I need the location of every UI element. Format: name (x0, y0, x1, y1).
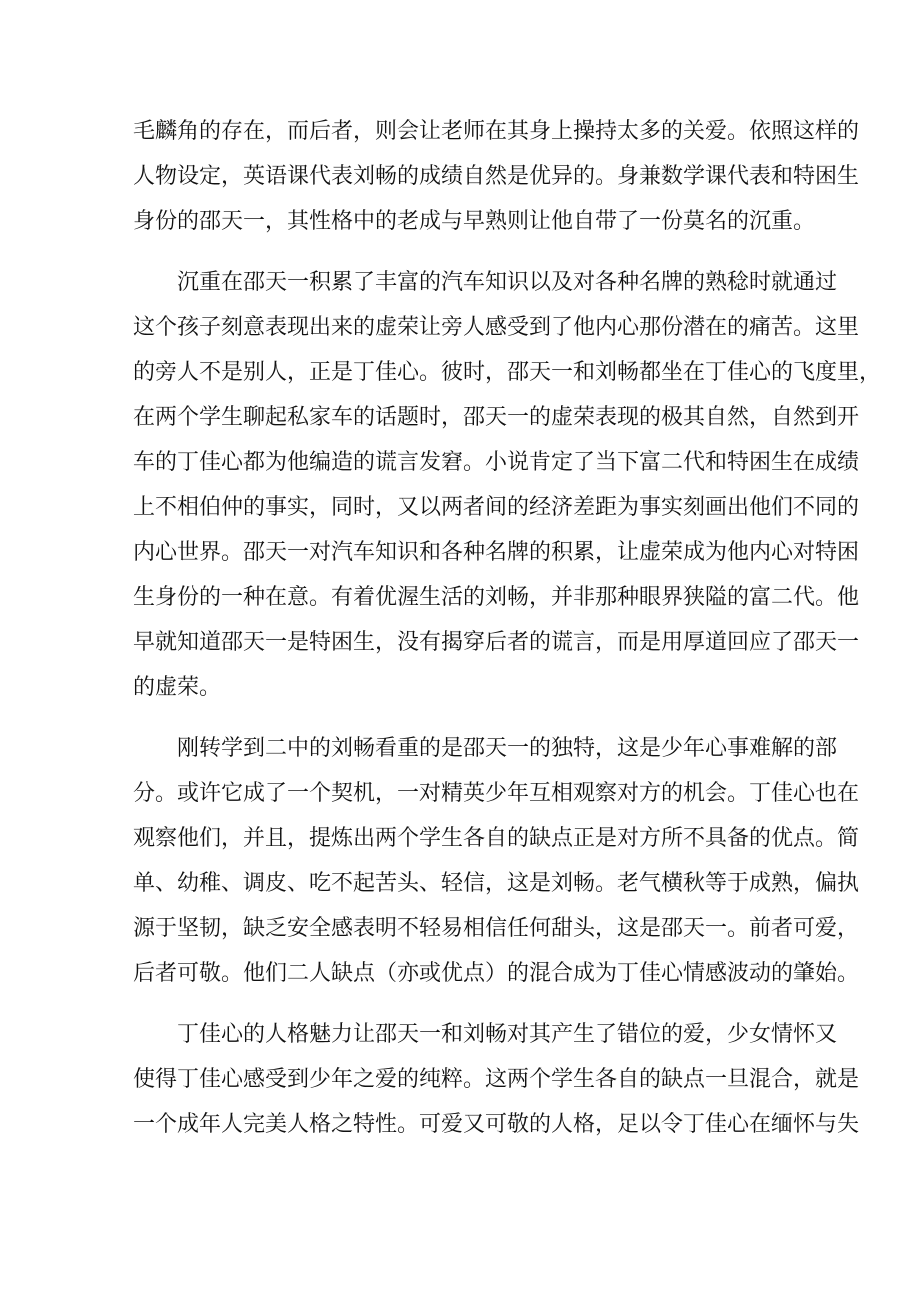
text-line (0, 628, 920, 658)
text-line (0, 403, 920, 433)
line-text: 刚转学到二中的刘畅看重的是邵天一的独特，这是少年心事难解的部 (177, 736, 838, 761)
line-text: 单、幼稚、调皮、吃不起苦头、轻信，这是刘畅。老气横秋等于成熟，偏执 (133, 871, 860, 896)
text-line (0, 207, 920, 237)
text-line (0, 1020, 920, 1050)
line-text: 后者可敬。他们二人缺点（亦或优点）的混合成为丁佳心情感波动的肇始。 (133, 961, 860, 986)
text-line (0, 358, 920, 388)
line-text: 生身份的一种在意。有着优渥生活的刘畅，并非那种眼界狭隘的富二代。他 (133, 585, 860, 610)
line-text: 观察他们，并且，提炼出两个学生各自的缺点正是对方所不具备的优点。简 (133, 826, 860, 851)
text-line (0, 779, 920, 809)
line-text: 使得丁佳心感受到少年之爱的纯粹。这两个学生各自的缺点一旦混合，就是 (133, 1067, 860, 1092)
line-text: 一个成年人完美人格之特性。可爱又可敬的人格，足以令丁佳心在缅怀与失 (133, 1112, 860, 1137)
line-text: 在两个学生聊起私家车的话题时，邵天一的虚荣表现的极其自然，自然到开 (133, 405, 860, 430)
line-text: 毛麟角的存在，而后者，则会让老师在其身上操持太多的关爱。依照这样的 (133, 119, 860, 144)
text-line (0, 448, 920, 478)
text-line (0, 493, 920, 523)
text-line (0, 583, 920, 613)
line-text: 内心世界。邵天一对汽车知识和各种名牌的积累，让虚荣成为他内心对特困 (133, 540, 860, 565)
text-line (0, 734, 920, 764)
line-text: 沉重在邵天一积累了丰富的汽车知识以及对各种名牌的熟稔时就通过 (177, 270, 838, 295)
line-text: 早就知道邵天一是特困生，没有揭穿后者的谎言，而是用厚道回应了邵天一 (133, 630, 860, 655)
line-text: 丁佳心的人格魅力让邵天一和刘畅对其产生了错位的爱，少女情怀又 (177, 1022, 838, 1047)
text-line (0, 914, 920, 944)
text-line (0, 1110, 920, 1140)
text-line (0, 1065, 920, 1095)
text-line (0, 959, 920, 989)
text-line (0, 869, 920, 899)
text-line (0, 117, 920, 147)
text-line (0, 538, 920, 568)
line-text: 的虚荣。 (133, 675, 222, 700)
text-line (0, 268, 920, 298)
line-text: 身份的邵天一，其性格中的老成与早熟则让他自带了一份莫名的沉重。 (133, 209, 816, 234)
line-text: 的旁人不是别人，正是丁佳心。彼时，邵天一和刘畅都坐在丁佳心的飞度里， (133, 360, 882, 385)
line-text: 上不相伯仲的事实，同时，又以两者间的经济差距为事实刻画出他们不同的 (133, 495, 860, 520)
line-text: 人物设定，英语课代表刘畅的成绩自然是优异的。身兼数学课代表和特困生 (133, 164, 860, 189)
text-line (0, 313, 920, 343)
text-line (0, 673, 920, 703)
line-text: 分。或许它成了一个契机，一对精英少年互相观察对方的机会。丁佳心也在 (133, 781, 860, 806)
text-line (0, 824, 920, 854)
text-line (0, 162, 920, 192)
line-text: 车的丁佳心都为他编造的谎言发窘。小说肯定了当下富二代和特困生在成绩 (133, 450, 860, 475)
line-text: 这个孩子刻意表现出来的虚荣让旁人感受到了他内心那份潜在的痛苦。这里 (133, 315, 860, 340)
line-text: 源于坚韧，缺乏安全感表明不轻易相信任何甜头，这是邵天一。前者可爱， (133, 916, 860, 941)
